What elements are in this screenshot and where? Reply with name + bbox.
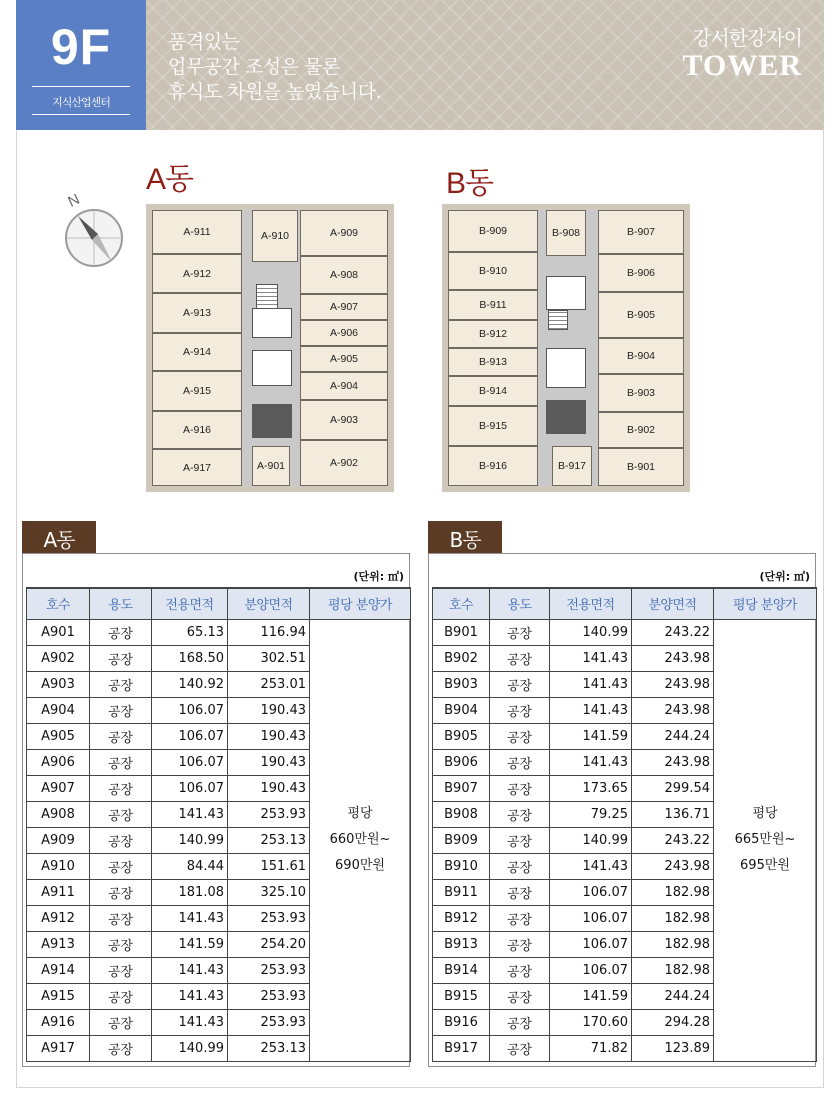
room: B-903 <box>598 374 684 412</box>
table-cell: 141.43 <box>550 671 632 697</box>
table-cell: 243.98 <box>632 645 714 671</box>
spec-table-a <box>26 587 411 1062</box>
table-cell: 공장 <box>490 749 550 775</box>
table-cell: 253.13 <box>228 1035 310 1061</box>
room: B-909 <box>448 210 538 252</box>
table-cell: 공장 <box>90 879 152 905</box>
table-cell: 141.43 <box>152 905 228 931</box>
table-cell: 244.24 <box>632 723 714 749</box>
table-cell: 294.28 <box>632 1009 714 1035</box>
compass-north-label: N <box>65 190 83 211</box>
room: A-911 <box>152 210 242 254</box>
table-cell: 253.93 <box>228 905 310 931</box>
room: A-905 <box>300 346 388 372</box>
table-cell: 공장 <box>490 1009 550 1035</box>
table-cell: A901 <box>27 619 90 645</box>
table-cell: 141.43 <box>550 645 632 671</box>
table-cell: B907 <box>433 775 490 801</box>
unit-label-b: (단위: ㎡) <box>759 570 810 583</box>
room: B-915 <box>448 406 538 446</box>
table-cell: B917 <box>433 1035 490 1061</box>
table-cell: 106.07 <box>152 749 228 775</box>
table-cell: 공장 <box>90 619 152 645</box>
table-cell: 106.07 <box>152 697 228 723</box>
table-cell: 243.98 <box>632 749 714 775</box>
table-cell: 243.98 <box>632 697 714 723</box>
table-cell: 140.92 <box>152 671 228 697</box>
table-cell: A903 <box>27 671 90 697</box>
table-cell: 공장 <box>490 775 550 801</box>
table-cell: 84.44 <box>152 853 228 879</box>
table-cell: 243.22 <box>632 827 714 853</box>
room: A-916 <box>152 411 242 449</box>
table-cell: 공장 <box>490 645 550 671</box>
table-cell: 공장 <box>90 671 152 697</box>
room: B-910 <box>448 252 538 290</box>
table-cell: 공장 <box>490 983 550 1009</box>
table-cell: 공장 <box>90 931 152 957</box>
tagline <box>168 30 381 105</box>
room: A-902 <box>300 440 388 486</box>
table-cell: 141.43 <box>550 853 632 879</box>
table-cell: B915 <box>433 983 490 1009</box>
table-cell: 141.59 <box>550 723 632 749</box>
table-cell: B905 <box>433 723 490 749</box>
brand-name-ko: 강서한강자이 <box>692 26 802 50</box>
table-cell: B911 <box>433 879 490 905</box>
col-header: 분양면적 <box>632 588 714 619</box>
table-cell: 173.65 <box>550 775 632 801</box>
table-cell: A917 <box>27 1035 90 1061</box>
table-cell: 공장 <box>90 1035 152 1061</box>
table-cell: 141.43 <box>550 697 632 723</box>
table-cell: 302.51 <box>228 645 310 671</box>
table-cell: B914 <box>433 957 490 983</box>
table-cell: A905 <box>27 723 90 749</box>
table-cell: 123.89 <box>632 1035 714 1061</box>
table-cell: 243.98 <box>632 853 714 879</box>
room: B-913 <box>448 348 538 376</box>
floor-plan-a <box>146 204 394 492</box>
table-cell: 공장 <box>90 827 152 853</box>
table-cell: B912 <box>433 905 490 931</box>
table-cell: 71.82 <box>550 1035 632 1061</box>
section-tab-b: B동 <box>428 521 502 555</box>
table-cell: 141.59 <box>152 931 228 957</box>
brand-name-en: TOWER <box>682 49 802 82</box>
price-line: 660만원~ <box>329 832 391 847</box>
table-cell: B913 <box>433 931 490 957</box>
section-tab-a: A동 <box>22 521 96 555</box>
price-line: 평당 <box>347 806 373 821</box>
table-cell: A912 <box>27 905 90 931</box>
table-cell: 244.24 <box>632 983 714 1009</box>
table-cell: 106.07 <box>550 879 632 905</box>
table-cell: 116.94 <box>228 619 310 645</box>
unit-label-a: (단위: ㎡) <box>353 570 404 583</box>
table-cell: 공장 <box>90 957 152 983</box>
room: A-908 <box>300 256 388 294</box>
brand-logo <box>683 22 802 81</box>
table-cell: A911 <box>27 879 90 905</box>
table-cell: 공장 <box>90 645 152 671</box>
table-cell: B903 <box>433 671 490 697</box>
room: A-917 <box>152 449 242 486</box>
table-cell: B909 <box>433 827 490 853</box>
room: B-906 <box>598 254 684 292</box>
building-a-title: A동 <box>146 163 193 196</box>
tagline-line: 휴식도 차원을 높였습니다. <box>168 81 382 103</box>
table-cell: 253.93 <box>228 957 310 983</box>
compass-icon <box>62 186 128 270</box>
table-cell: 254.20 <box>228 931 310 957</box>
col-header: 전용면적 <box>152 588 228 619</box>
table-cell: B902 <box>433 645 490 671</box>
price-line: 695만원 <box>740 858 790 873</box>
table-cell: B916 <box>433 1009 490 1035</box>
floor-badge <box>16 0 146 130</box>
table-cell: 공장 <box>490 853 550 879</box>
col-header: 평당 분양가 <box>310 588 411 619</box>
room: B-904 <box>598 338 684 374</box>
table-header-row <box>433 588 817 619</box>
room: B-908 <box>546 210 586 256</box>
table-cell: 325.10 <box>228 879 310 905</box>
room: A-909 <box>300 210 388 256</box>
table-cell: 253.13 <box>228 827 310 853</box>
table-cell: 106.07 <box>550 905 632 931</box>
spec-table-b <box>432 587 817 1062</box>
table-cell: 공장 <box>490 931 550 957</box>
table-cell: 190.43 <box>228 749 310 775</box>
room: A-915 <box>152 371 242 411</box>
table-header-row <box>27 588 411 619</box>
room: A-906 <box>300 320 388 346</box>
room: A-907 <box>300 294 388 320</box>
table-cell: 253.93 <box>228 983 310 1009</box>
floor-divider-top <box>32 86 130 87</box>
table-cell: 182.98 <box>632 931 714 957</box>
floor-divider-bottom <box>32 114 130 115</box>
building-b-title: B동 <box>446 167 493 200</box>
table-cell: A907 <box>27 775 90 801</box>
room: B-917 <box>552 446 592 486</box>
table-cell: 140.99 <box>152 1035 228 1061</box>
table-cell: 공장 <box>490 957 550 983</box>
room: A-901 <box>252 446 290 486</box>
table-cell: 141.43 <box>152 801 228 827</box>
table-cell: 151.61 <box>228 853 310 879</box>
floor-number: 9F <box>50 19 112 75</box>
table-cell: 141.43 <box>550 749 632 775</box>
table-cell: 141.59 <box>550 983 632 1009</box>
table-cell: A916 <box>27 1009 90 1035</box>
room: B-914 <box>448 376 538 406</box>
table-cell: 243.22 <box>632 619 714 645</box>
table-cell: A902 <box>27 645 90 671</box>
table-cell: 공장 <box>490 619 550 645</box>
table-cell: 106.07 <box>550 931 632 957</box>
table-row <box>433 619 817 645</box>
table-cell: 170.60 <box>550 1009 632 1035</box>
table-cell: A909 <box>27 827 90 853</box>
room: A-903 <box>300 400 388 440</box>
room: B-911 <box>448 290 538 320</box>
col-header: 용도 <box>90 588 152 619</box>
table-cell: 181.08 <box>152 879 228 905</box>
room: A-904 <box>300 372 388 400</box>
col-header: 평당 분양가 <box>714 588 817 619</box>
table-cell: 190.43 <box>228 775 310 801</box>
room: B-916 <box>448 446 538 486</box>
table-cell: A914 <box>27 957 90 983</box>
room: A-910 <box>252 210 298 262</box>
room: B-901 <box>598 448 684 486</box>
table-cell: 140.99 <box>152 827 228 853</box>
table-cell: 공장 <box>90 853 152 879</box>
table-cell: 공장 <box>490 879 550 905</box>
table-cell: 공장 <box>490 1035 550 1061</box>
table-cell: 공장 <box>90 905 152 931</box>
table-cell: B901 <box>433 619 490 645</box>
table-cell: 190.43 <box>228 697 310 723</box>
table-cell: 299.54 <box>632 775 714 801</box>
table-cell: B908 <box>433 801 490 827</box>
table-cell: 243.98 <box>632 671 714 697</box>
table-cell: A904 <box>27 697 90 723</box>
table-cell: 253.01 <box>228 671 310 697</box>
col-header: 분양면적 <box>228 588 310 619</box>
table-cell: 182.98 <box>632 879 714 905</box>
table-cell: 106.07 <box>152 775 228 801</box>
page-header <box>16 0 824 130</box>
table-cell: 공장 <box>490 905 550 931</box>
table-row <box>27 619 411 645</box>
price-line: 평당 <box>752 806 778 821</box>
table-cell: 141.43 <box>152 983 228 1009</box>
table-cell: 공장 <box>90 697 152 723</box>
table-cell: 182.98 <box>632 905 714 931</box>
table-cell: 106.07 <box>152 723 228 749</box>
table-cell: 79.25 <box>550 801 632 827</box>
table-cell: A915 <box>27 983 90 1009</box>
price-line: 690만원 <box>335 858 385 873</box>
table-cell: 253.93 <box>228 1009 310 1035</box>
table-cell: 140.99 <box>550 619 632 645</box>
table-cell: 공장 <box>90 775 152 801</box>
table-cell: B904 <box>433 697 490 723</box>
tagline-line: 업무공간 조성은 물론 <box>168 56 340 78</box>
col-header: 전용면적 <box>550 588 632 619</box>
table-cell: 공장 <box>490 723 550 749</box>
table-cell: 106.07 <box>550 957 632 983</box>
price-line: 665만원~ <box>734 832 796 847</box>
room: B-907 <box>598 210 684 254</box>
room: B-912 <box>448 320 538 348</box>
table-cell: B910 <box>433 853 490 879</box>
table-cell: 168.50 <box>152 645 228 671</box>
table-cell: A908 <box>27 801 90 827</box>
table-cell: 공장 <box>90 801 152 827</box>
floor-plan-b <box>442 204 690 492</box>
table-cell: 136.71 <box>632 801 714 827</box>
table-cell: 공장 <box>90 983 152 1009</box>
tagline-line: 품격있는 <box>168 31 240 53</box>
table-cell: 공장 <box>90 1009 152 1035</box>
table-cell: 141.43 <box>152 957 228 983</box>
floor-subtitle: 지식산업센터 <box>52 96 110 109</box>
price-cell <box>310 619 411 1061</box>
table-cell: 공장 <box>490 801 550 827</box>
room: A-914 <box>152 333 242 371</box>
table-cell: A906 <box>27 749 90 775</box>
table-cell: A913 <box>27 931 90 957</box>
room: B-905 <box>598 292 684 338</box>
table-cell: 182.98 <box>632 957 714 983</box>
table-cell: 190.43 <box>228 723 310 749</box>
room: B-902 <box>598 412 684 448</box>
table-cell: 65.13 <box>152 619 228 645</box>
room: A-912 <box>152 254 242 293</box>
table-cell: 공장 <box>90 723 152 749</box>
col-header: 용도 <box>490 588 550 619</box>
table-cell: 141.43 <box>152 1009 228 1035</box>
table-cell: 140.99 <box>550 827 632 853</box>
table-cell: A910 <box>27 853 90 879</box>
table-cell: 공장 <box>490 827 550 853</box>
table-cell: 253.93 <box>228 801 310 827</box>
col-header: 호수 <box>433 588 490 619</box>
table-cell: B906 <box>433 749 490 775</box>
col-header: 호수 <box>27 588 90 619</box>
table-cell: 공장 <box>90 749 152 775</box>
table-cell: 공장 <box>490 697 550 723</box>
table-cell: 공장 <box>490 671 550 697</box>
room: A-913 <box>152 293 242 333</box>
price-cell <box>714 619 817 1061</box>
